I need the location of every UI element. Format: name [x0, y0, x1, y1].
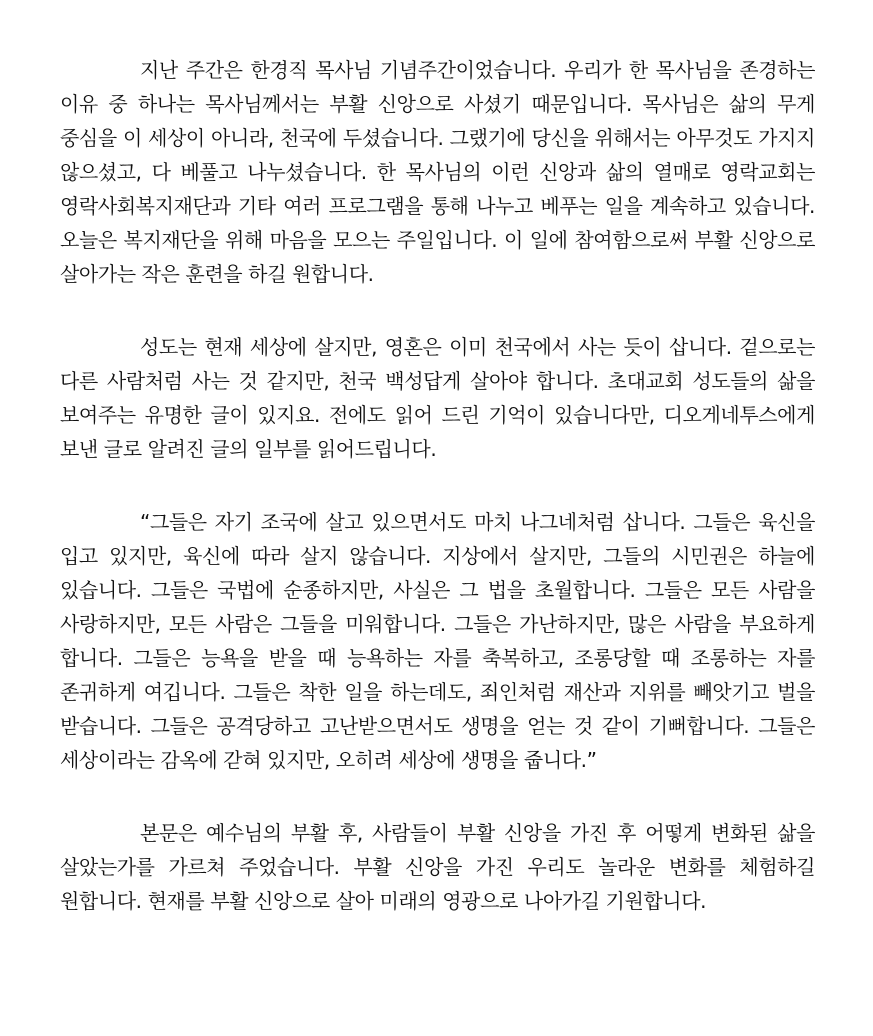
paragraph-hankyungjik-memorial: 지난 주간은 한경직 목사님 기념주간이었습니다. 우리가 한 목사님을 존경하는 이유 중 하나는 목사님께서는 부활 신앙으로 사셨기 때문입니다. 목사님은 삶의 무게 중심을 이 세상이 아니라, 천국에 두셨습니다. 그랬기에 당신을 위해서는 아무것도 가지지 않으셨고, 다 베풀고 나누셨습니다. 한 목사님의 이런 신앙과 삶의 열매로 영락교회는 영락사회복지재단과 기타 여러 프로그램을 통해 나누고 베푸는 일을 계속하고 있습니다. 오늘은 복지재단을 위해 마음을 모으는 주일입니다. 이 일에 참여함으로써 부활 신앙으로 살아가는 작은 훈련을 하길 원합니다. [60, 58, 815, 286]
paragraph-diognetus-quote: “그들은 자기 조국에 살고 있으면서도 마치 나그네처럼 삽니다. 그들은 육신을 입고 있지만, 육신에 따라 살지 않습니다. 지상에서 살지만, 그들의 시민권은 하늘에 있습니다. 그들은 국법에 순종하지만, 사실은 그 법을 초월합니다. 그들은 모든 사람을 사랑하지만, 모든 사람은 그들을 미워합니다. 그들은 가난하지만, 많은 사람을 부요하게 합니다. 그들은 능욕을 받을 때 능욕하는 자를 축복하고, 조롱당할 때 조롱하는 자를 존귀하게 여깁니다. 그들은 착한 일을 하는데도, 죄인처럼 재산과 지위를 빼앗기고 벌을 받습니다. 그들은 공격당하고 고난받으면서도 생명을 얻는 것 같이 기뻐합니다. 그들은 세상이라는 감옥에 갇혀 있지만, 오히려 세상에 생명을 줍니다.” [60, 510, 815, 772]
document-body [60, 53, 815, 918]
paragraph-resurrection-faith: 본문은 예수님의 부활 후, 사람들이 부활 신앙을 가진 후 어떻게 변화된 삶을 살았는가를 가르쳐 주었습니다. 부활 신앙을 가진 우리도 놀라운 변화를 체험하길 원합니다. 현재를 부활 신앙으로 살아 미래의 영광으로 나아가길 기원합니다. [60, 821, 815, 913]
paragraph-believers-citizenship: 성도는 현재 세상에 살지만, 영혼은 이미 천국에서 사는 듯이 삽니다. 겉으로는 다른 사람처럼 사는 것 같지만, 천국 백성답게 살아야 합니다. 초대교회 성도들의 삶을 보여주는 유명한 글이 있지요. 전에도 읽어 드린 기억이 있습니다만, 디오게네투스에게 보낸 글로 알려진 글의 일부를 읽어드립니다. [60, 335, 815, 461]
